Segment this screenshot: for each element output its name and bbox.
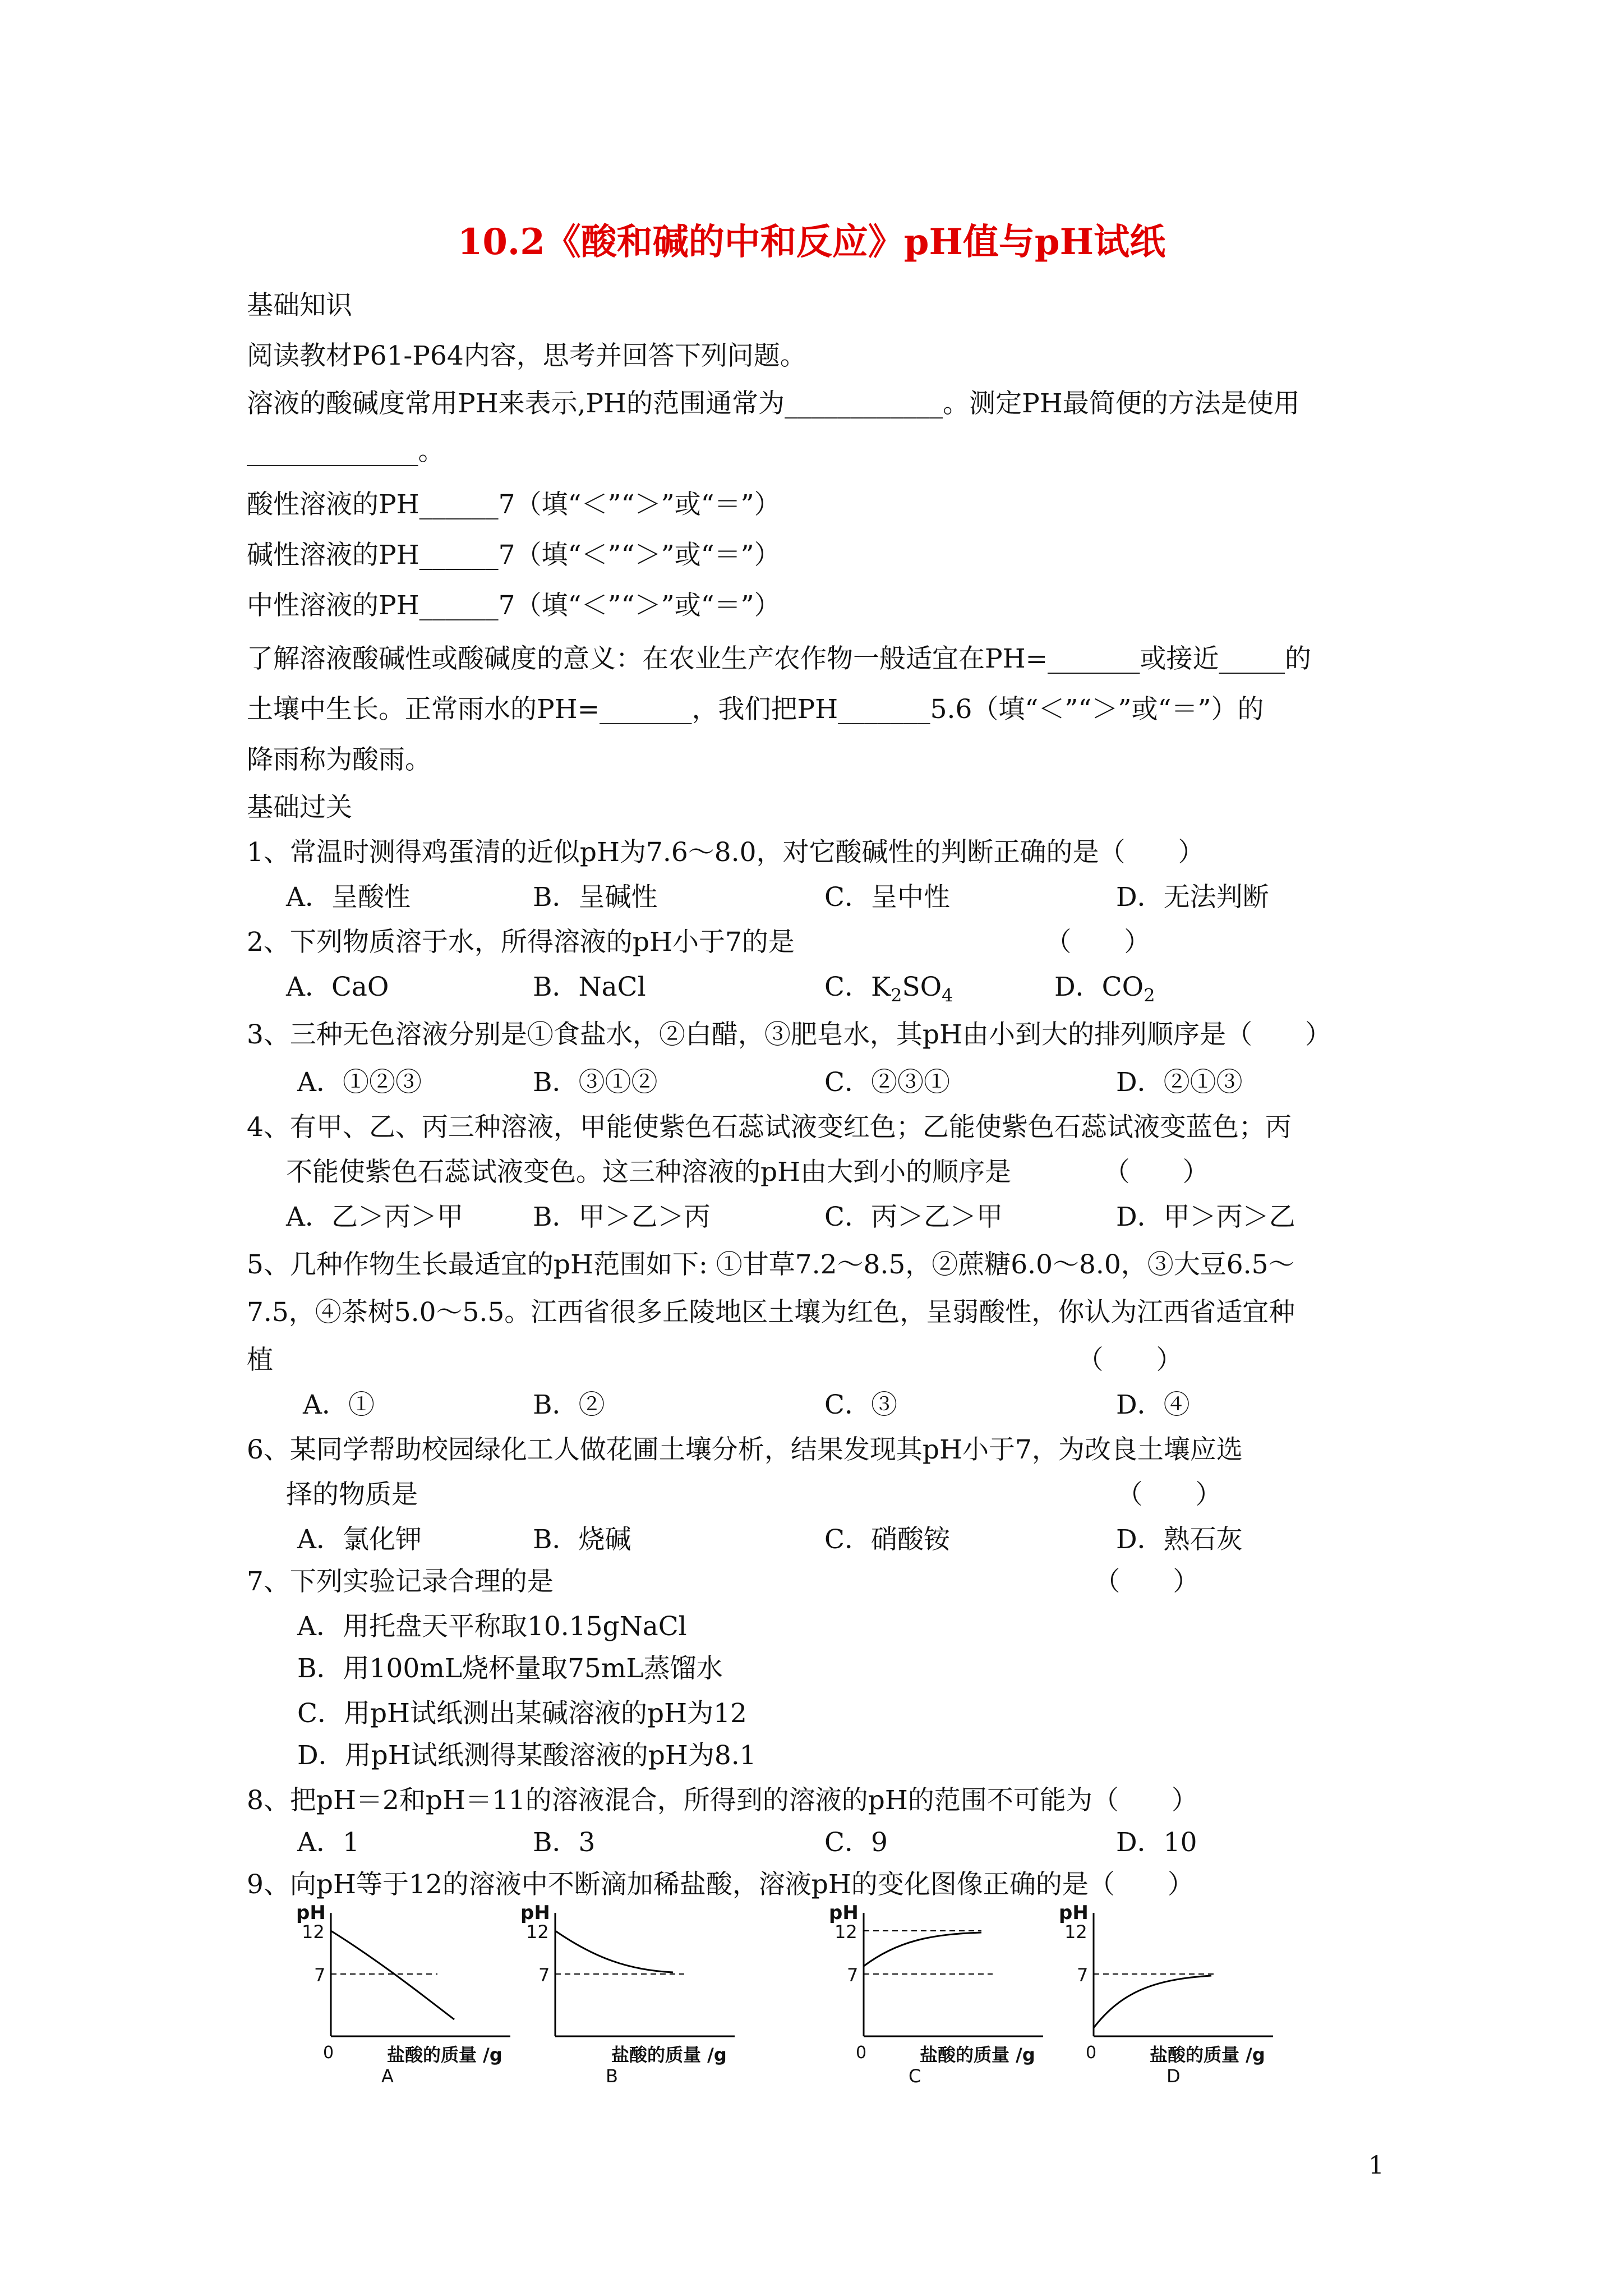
question-7-option-c: C．用pH试纸测出某碱溶液的pH为12 <box>297 1698 747 1729</box>
graph-a <box>292 1902 550 2092</box>
graph-tick-7: 7 <box>314 1964 326 1986</box>
text-line: 酸性溶液的PH______7（填“＜”“＞”或“＝”） <box>247 489 781 520</box>
text-line: 溶液的酸碱度常用PH来表示,PH的范围通常为____________。测定PH最简便的方法是使用 <box>247 388 1300 419</box>
question-5-stem-line-1: 5、几种作物生长最适宜的pH范围如下: ①甘草7.2～8.5，②蔗糖6.0～8.0，③大豆6.5～ <box>247 1249 1295 1280</box>
section-heading-basics: 基础知识 <box>247 290 352 321</box>
question-8-stem: 8、把pH＝2和pH＝11的溶液混合，所得到的溶液的pH的范围不可能为（ ） <box>247 1785 1198 1816</box>
graph-b <box>516 1902 774 2092</box>
text-line: _____________。 <box>247 436 445 467</box>
section-heading-practice: 基础过关 <box>247 792 352 823</box>
question-7-stem: 7、下列实验记录合理的是 （ ） <box>247 1566 1200 1597</box>
question-8-option-a: A．1 <box>297 1827 359 1858</box>
question-6-option-a: A．氯化钾 <box>297 1524 422 1555</box>
question-3-option-c: C．②③① <box>824 1067 950 1098</box>
question-5-option-b: B．② <box>533 1389 605 1420</box>
question-2-option-d <box>1054 970 1155 1012</box>
question-7-option-b: B．用100mL烧杯量取75mL蒸馏水 <box>297 1653 723 1684</box>
question-4-option-a: A．乙＞丙＞甲 <box>286 1202 463 1232</box>
graph-tick-12: 12 <box>1064 1921 1087 1943</box>
page-number: 1 <box>1368 2151 1384 2180</box>
graph-y-axis-label: pH <box>829 1902 859 1924</box>
question-2-option-c <box>824 970 953 1012</box>
question-3-option-d: D．②①③ <box>1116 1067 1243 1098</box>
question-4-option-d: D．甲＞丙＞乙 <box>1116 1202 1295 1232</box>
question-2-option-b: B．NaCl <box>533 972 646 1002</box>
question-2-option-a: A．CaO <box>286 972 389 1002</box>
graph-tick-12: 12 <box>526 1921 549 1943</box>
formula-part: C．K <box>824 972 891 1002</box>
graph-option-letter: D <box>1166 2065 1181 2087</box>
question-3-option-b: B．③①② <box>533 1067 658 1098</box>
question-8-option-c: C．9 <box>824 1827 888 1858</box>
graph-x-axis-label: 盐酸的质量 /g <box>611 2044 727 2065</box>
question-3-stem: 3、三种无色溶液分别是①食盐水，②白醋，③肥皂水，其pH由小到大的排列顺序是（ ） <box>247 1019 1331 1050</box>
text-line: 了解溶液酸碱性或酸碱度的意义：在农业生产农作物一般适宜在PH=_______或接近_____的 <box>247 643 1311 674</box>
question-1-option-d: D．无法判断 <box>1116 882 1269 913</box>
graph-origin-label: 0 <box>1086 2043 1097 2063</box>
graph-x-axis-label: 盐酸的质量 /g <box>387 2044 502 2065</box>
question-7-option-a: A．用托盘天平称取10.15gNaCl <box>297 1611 687 1642</box>
graph-origin-label: 0 <box>323 2043 334 2063</box>
question-6-stem-line-2: 择的物质是 （ ） <box>286 1479 1222 1510</box>
question-5-stem-line-3: 植 （ ） <box>247 1345 1183 1375</box>
graph-tick-7: 7 <box>847 1964 859 1986</box>
graph-y-axis-label: pH <box>296 1902 326 1924</box>
text-line: 中性溶液的PH______7（填“＜”“＞”或“＝”） <box>247 590 781 621</box>
question-3-option-a: A．①②③ <box>297 1067 422 1098</box>
question-6-option-d: D．熟石灰 <box>1116 1524 1243 1555</box>
question-7-option-d: D．用pH试纸测得某酸溶液的pH为8.1 <box>297 1740 757 1771</box>
text-line: 阅读教材P61-P64内容，思考并回答下列问题。 <box>247 341 806 371</box>
question-4-stem-line-2: 不能使紫色石蕊试液变色。这三种溶液的pH由大到小的顺序是 （ ） <box>286 1157 1209 1188</box>
question-6-option-b: B．烧碱 <box>533 1524 631 1555</box>
graph-d <box>1054 1902 1312 2092</box>
question-1-option-c: C．呈中性 <box>824 882 950 913</box>
graph-tick-12: 12 <box>834 1921 857 1943</box>
question-6-option-c: C．硝酸铵 <box>824 1524 950 1555</box>
question-9-stem: 9、向pH等于12的溶液中不断滴加稀盐酸，溶液pH的变化图像正确的是（ ） <box>247 1869 1194 1900</box>
text-line: 降雨称为酸雨。 <box>247 744 431 775</box>
question-5-stem-line-2: 7.5，④茶树5.0～5.5。江西省很多丘陵地区土壤为红色，呈弱酸性，你认为江西省适宜种 <box>247 1297 1295 1328</box>
graph-option-letter: C <box>909 2065 921 2087</box>
text-line: 碱性溶液的PH______7（填“＜”“＞”或“＝”） <box>247 540 781 570</box>
graph-y-axis-label: pH <box>520 1902 550 1924</box>
graph-tick-7: 7 <box>538 1964 550 1986</box>
graph-option-letter: B <box>606 2065 618 2087</box>
graph-origin-label: 0 <box>856 2043 867 2063</box>
question-2-stem: 2、下列物质溶于水，所得溶液的pH小于7的是 （ ） <box>247 927 1151 958</box>
graph-y-axis-label: pH <box>1059 1902 1089 1924</box>
text-line: 土壤中生长。正常雨水的PH=_______，我们把PH_______5.6（填“＜”“＞”或“＝”）的 <box>247 694 1264 725</box>
question-6-stem-line-1: 6、某同学帮助校园绿化工人做花圃土壤分析，结果发现其pH小于7，为改良土壤应选 <box>247 1434 1243 1465</box>
question-4-option-b: B．甲＞乙＞丙 <box>533 1202 711 1232</box>
graph-tick-12: 12 <box>302 1921 325 1943</box>
question-4-option-c: C．丙＞乙＞甲 <box>824 1202 1003 1232</box>
question-8-option-d: D．10 <box>1116 1827 1197 1858</box>
formula-subscript: 2 <box>891 984 902 1006</box>
graph-tick-7: 7 <box>1077 1964 1089 1986</box>
question-5-option-c: C．③ <box>824 1389 897 1420</box>
graph-c <box>824 1902 1082 2092</box>
question-4-stem-line-1: 4、有甲、乙、丙三种溶液，甲能使紫色石蕊试液变红色；乙能使紫色石蕊试液变蓝色；丙 <box>247 1112 1292 1143</box>
graph-option-letter: A <box>381 2065 394 2087</box>
formula-subscript: 2 <box>1144 984 1155 1006</box>
question-1-stem: 1、常温时测得鸡蛋清的近似pH为7.6～8.0，对它酸碱性的判断正确的是（ ） <box>247 837 1205 868</box>
question-5-option-d: D．④ <box>1116 1389 1190 1420</box>
question-5-option-a: A．① <box>303 1389 375 1420</box>
question-1-option-a: A．呈酸性 <box>286 882 411 913</box>
question-1-option-b: B．呈碱性 <box>533 882 658 913</box>
page-title: 10.2《酸和碱的中和反应》pH值与pH试纸 <box>457 221 1166 263</box>
formula-subscript: 4 <box>942 984 953 1006</box>
formula-part: SO <box>902 972 942 1002</box>
graph-x-axis-label: 盐酸的质量 /g <box>1150 2044 1265 2065</box>
graph-x-axis-label: 盐酸的质量 /g <box>920 2044 1035 2065</box>
formula-part: D．CO <box>1054 972 1144 1002</box>
question-8-option-b: B．3 <box>533 1827 596 1858</box>
